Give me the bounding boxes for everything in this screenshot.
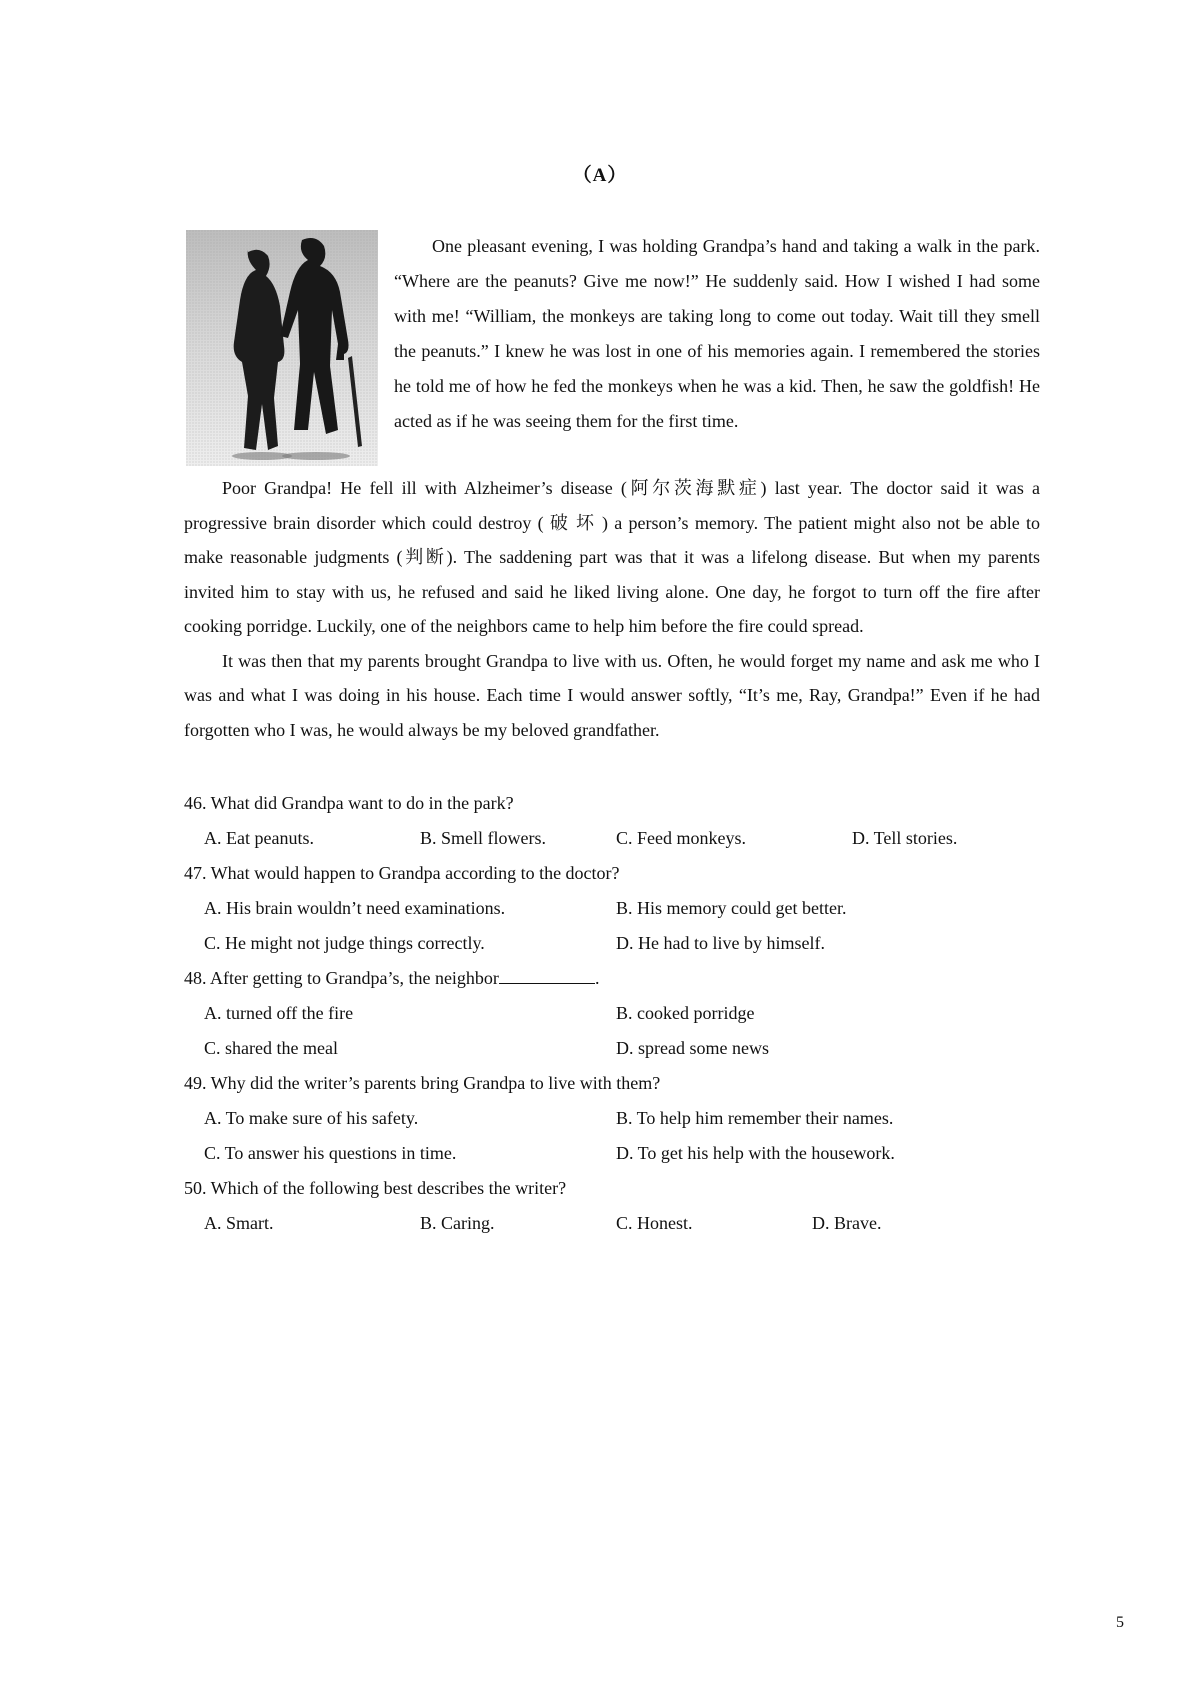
page-number: 5 <box>1116 1614 1124 1631</box>
question-49-option-a[interactable]: A. To make sure of his safety. <box>204 1108 419 1128</box>
question-47-option-b[interactable]: B. His memory could get better. <box>616 898 847 918</box>
passage-body <box>184 471 1040 747</box>
question-46-option-c[interactable]: C. Feed monkeys. <box>616 828 746 848</box>
question-49-option-b[interactable]: B. To help him remember their names. <box>616 1108 894 1128</box>
question-46-option-b[interactable]: B. Smell flowers. <box>420 828 546 848</box>
question-50-option-a[interactable]: A. Smart. <box>204 1213 274 1233</box>
question-46-option-d[interactable]: D. Tell stories. <box>852 828 958 848</box>
question-49-stem: 49. Why did the writer’s parents bring Grandpa to live with them? <box>184 1073 661 1093</box>
question-48-options-row2 <box>184 1031 1040 1066</box>
question-48-option-b[interactable]: B. cooked porridge <box>616 1003 755 1023</box>
question-46-options <box>184 821 1040 856</box>
questions-list <box>184 786 1040 1241</box>
question-46-option-a[interactable]: A. Eat peanuts. <box>204 828 314 848</box>
section-title: （A） <box>572 165 628 186</box>
passage-paragraph-2: Poor Grandpa! He fell ill with Alzheimer’s disease (阿尔茨海默症) last year. The doctor said it was a progressive brain disorder which could destroy ( 破 坏 ) a person’s memory. The patient might also not be able to make reasonable judgments (判断). The saddening part was that it was a lifelong disease. But when my parents invited him to stay with us, he refused and said he liked living alone. One day, he forgot to turn off the fire after cooking porridge. Luckily, one of the neighbors came to help him before the fire could spread. <box>184 478 1040 636</box>
question-47-options-row1 <box>184 891 1040 926</box>
question-49-option-d[interactable]: D. To get his help with the housework. <box>616 1143 895 1163</box>
question-49-option-c[interactable]: C. To answer his questions in time. <box>204 1143 457 1163</box>
question-48-option-d[interactable]: D. spread some news <box>616 1038 769 1058</box>
question-47-option-c[interactable]: C. He might not judge things correctly. <box>204 933 485 953</box>
question-47-option-a[interactable]: A. His brain wouldn’t need examinations. <box>204 898 506 918</box>
question-47-options-row2 <box>184 926 1040 961</box>
question-48-option-c[interactable]: C. shared the meal <box>204 1038 338 1058</box>
question-47-option-d[interactable]: D. He had to live by himself. <box>616 933 825 953</box>
question-49-options-row2 <box>184 1136 1040 1171</box>
question-49-options-row1 <box>184 1101 1040 1136</box>
question-50-option-c[interactable]: C. Honest. <box>616 1213 693 1233</box>
question-50-option-d[interactable]: D. Brave. <box>812 1213 882 1233</box>
passage-paragraph-3: It was then that my parents brought Grandpa to live with us. Often, he would forget my name and ask me who I was and what I was doing in his house. Each time I would answer softly, “It’s me, Ray, Grandpa!” Even if he had forgotten who I was, he would always be my beloved grandfather. <box>184 650 1040 740</box>
question-50-options <box>184 1206 1040 1241</box>
question-50-stem: 50. Which of the following best describes the writer? <box>184 1178 567 1198</box>
passage-intro: One pleasant evening, I was holding Grandpa’s hand and taking a walk in the park. “Where are the peanuts? Give me now!” He suddenly said. How I wished I had some with me! “William, the monkeys are taking long to come out today. Wait till they smell the peanuts.” I knew he was lost in one of his memories again. I remembered the stories he told me of how he fed the monkeys when he was a kid. Then, he saw the goldfish! He acted as if he was seeing them for the first time. <box>394 236 1040 431</box>
question-50-option-b[interactable]: B. Caring. <box>420 1213 495 1233</box>
question-48-option-a[interactable]: A. turned off the fire <box>204 1003 354 1023</box>
silhouette-photo-icon <box>186 230 378 466</box>
answer-blank <box>499 963 595 984</box>
question-48-stem: 48. After getting to Grandpa’s, the neighbor <box>184 968 499 988</box>
question-48-options-row1 <box>184 996 1040 1031</box>
question-48-stem-end: . <box>594 968 600 988</box>
question-47-stem: 47. What would happen to Grandpa according to the doctor? <box>184 863 620 883</box>
question-46-stem: 46. What did Grandpa want to do in the park? <box>184 793 514 813</box>
question-48 <box>184 961 1040 996</box>
